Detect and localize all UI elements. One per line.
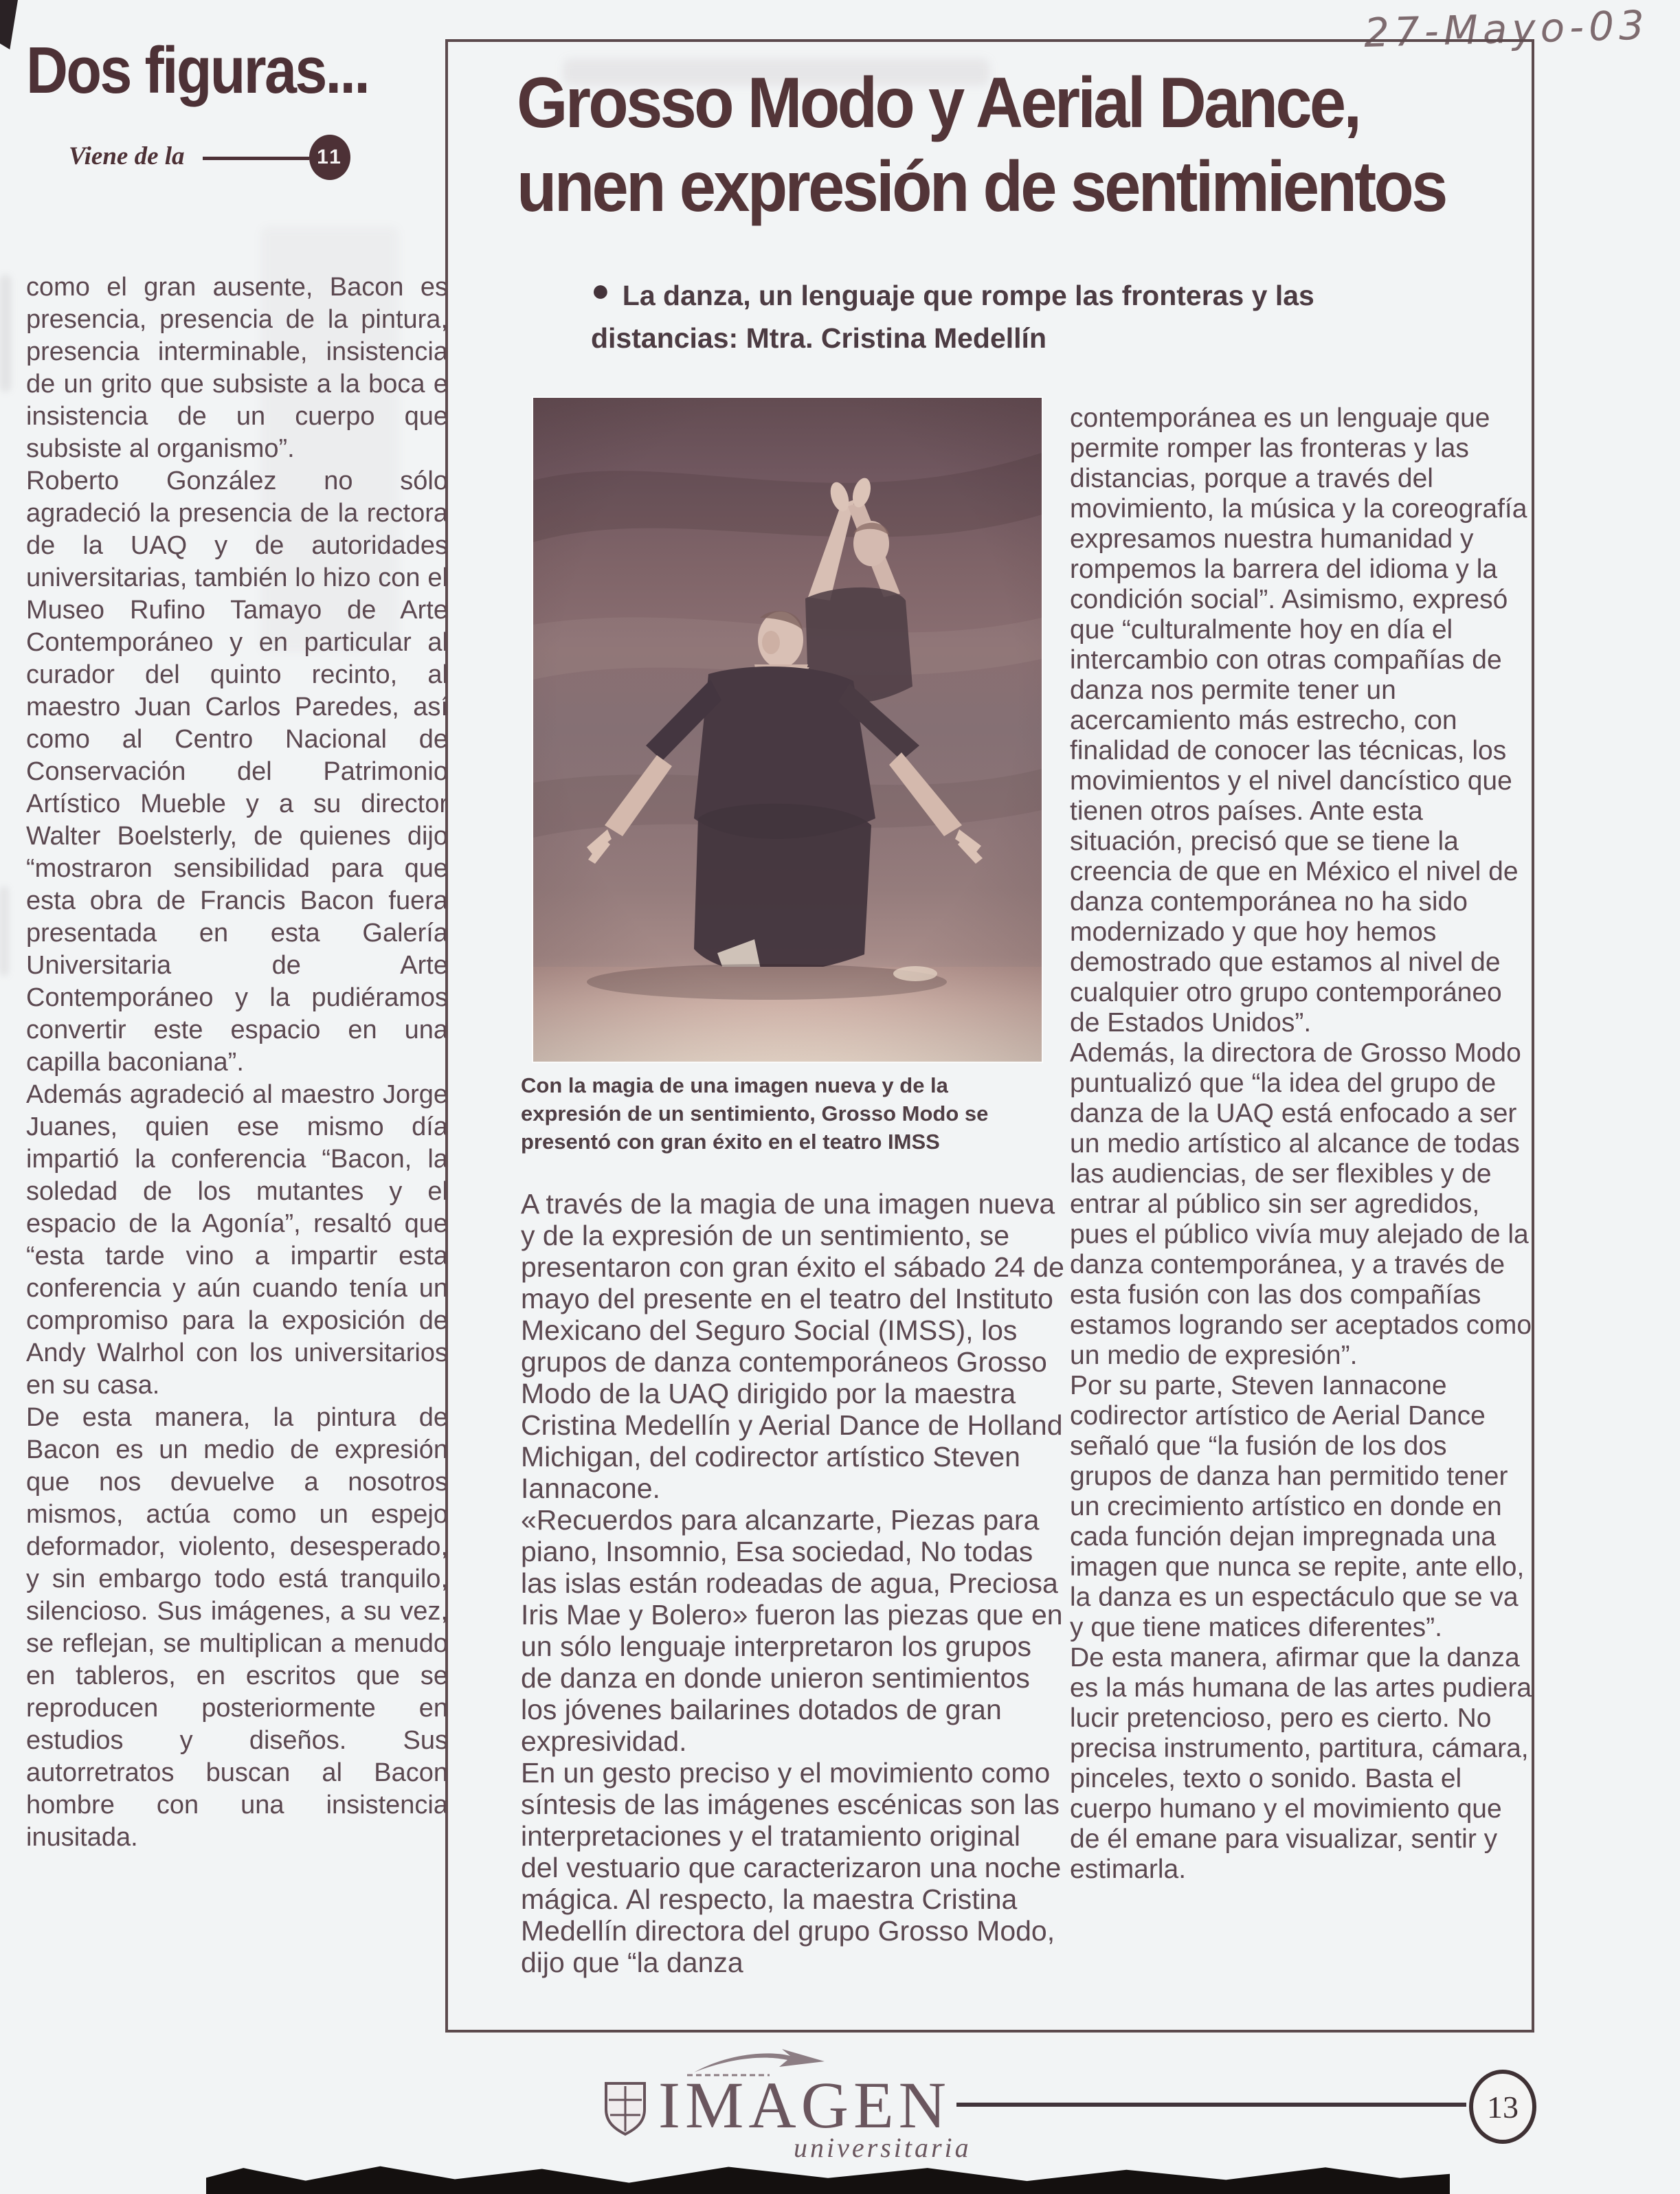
scan-corner-artifact — [0, 0, 18, 49]
main-headline — [517, 61, 1446, 229]
article-column-right — [1070, 403, 1534, 1885]
article-column-left — [521, 1188, 1065, 1978]
continued-from-label: Viene de la — [69, 142, 185, 170]
paragraph: Roberto González no sólo agradeció la presencia de la rectora de la UAQ y de autoridades universitarias, también lo hizo con el Museo Rufino Tamayo de Arte Contemporáneo y en particular al curador del quinto recinto, al maestro Juan Carlos Paredes, así como al Centro Nacional de Conservación del Patrimonio Artístico Mueble y a su director Walter Boelsterly, de quienes dijo “mostraron sensibilidad para que esta obra de Francis Bacon fuera presentada en esta Galería Universitaria de Arte Contemporáneo y la pudiéramos convertir este espacio en una capilla baconiana”. — [26, 467, 448, 1077]
handwritten-date: 27-Mayo-03 — [1363, 1, 1650, 56]
dance-photo-illustration — [533, 398, 1042, 1062]
article-deck — [591, 269, 1450, 359]
bullet-icon: ● — [591, 272, 610, 308]
scan-smudge — [0, 275, 11, 392]
photo-caption: Con la magia de una imagen nueva y de la expresión de un sentimiento, Grosso Modo se presentó con gran éxito en el teatro IMSS — [521, 1073, 989, 1154]
continued-from-line — [203, 157, 309, 160]
headline-line-2: unen expresión de sentimientos — [517, 147, 1446, 227]
left-article-title: Dos figuras... — [26, 34, 369, 107]
imagen-logo-subtitle: universitaria — [794, 2132, 972, 2163]
scan-smudge — [0, 886, 8, 976]
page-footer — [0, 2055, 1680, 2164]
paragraph: De esta manera, la pintura de Bacon es un medio de expresión que nos devuelve a nosotros mismos, actúa como un espejo deformador, violento, desesperado, y sin embargo todo está tranquilo, silencioso. Sus imágenes, a su vez, se reflejan, se multiplican a menudo en tableros, en escritos que se reproducen posteriormente en estudios y diseños. Sus autorretratos buscan al Bacon hombre con una insistencia inusitada. — [26, 1403, 448, 1852]
paragraph: Además, la directora de Grosso Modo puntualizó que “la idea del grupo de danza de la UAQ está enfocado a ser un medio artístico al alcance de todas las audiencias, de ser flexibles y de entrar al público sin ser agredidos, pues el público vivía muy alejado de la danza contemporánea, y a través de esta fusión con las dos compañías estamos logrando ser aceptados como un medio de expresión”. — [1070, 1038, 1532, 1370]
continued-from-page-badge: 11 — [309, 135, 350, 180]
headline-line-1: Grosso Modo y Aerial Dance, — [517, 63, 1360, 143]
paragraph: como el gran ausente, Bacon es presencia, presencia de la pintura, presencia interminable, insistencia de un grito que subsiste a la boca e insistencia de un cuerpo que subsiste al organismo”. — [26, 273, 448, 463]
paragraph: «Recuerdos para alcanzarte, Piezas para piano, Insomnio, Esa sociedad, No todas las islas están rodeadas de agua, Preciosa Iris Mae y Bolero» fueron las piezas que en un sólo lenguaje interpretaron los grupos de danza en donde unieron sentimientos los jóvenes bailarines dotados de gran expresividad. — [521, 1504, 1063, 1757]
continued-from-marker — [69, 137, 421, 179]
footer-rule — [956, 2103, 1466, 2107]
page-number-badge: 13 — [1469, 2070, 1536, 2144]
left-article-body — [26, 271, 448, 1854]
paragraph: Por su parte, Steven Iannacone codirector artístico de Aerial Dance señaló que “la fusión de los dos grupos de danza han permitido tener un crecimiento artístico en donde en cada función dejan impregnada una imagen que nunca se repite, ante ello, la danza es un espectáculo que se va y que tiene matices diferentes”. — [1070, 1371, 1525, 1642]
paragraph: En un gesto preciso y el movimiento como síntesis de las imágenes escénicas son las interpretaciones y el tratamiento original del vestuario que caracterizaron una noche mágica. Al respecto, la maestra Cristina Medellín directora del grupo Grosso Modo, dijo que “la danza — [521, 1757, 1062, 1978]
university-shield-icon — [603, 2079, 647, 2137]
main-article-box — [445, 39, 1534, 2033]
paragraph: A través de la magia de una imagen nueva y de la expresión de un sentimiento, se presentaron con gran éxito el sábado 24 de mayo del presente en el teatro del Instituto Mexicano del Seguro Social (IMSS), los grupos de danza contemporáneos Grosso Modo de la UAQ dirigido por la maestra Cristina Medellín y Aerial Dance de Holland Michigan, del codirector artístico Steven Iannacone. — [521, 1188, 1064, 1504]
imagen-logo-text: IMAGEN — [658, 2068, 951, 2142]
paragraph: contemporánea es un lenguaje que permite romper las fronteras y las distancias, porque a través del movimiento, la música y la coreografía expresamos nuestra humanidad y rompemos la barrera del idioma y la condición social”. Asimismo, expresó que “culturalmente hoy en día el intercambio con otras compañías de danza nos permite tener un acercamiento más estrecho, con finalidad de conocer las técnicas, los movimientos y el nivel dancístico que tienen otros países. Ante esta situación, precisó que se tiene la creencia de que en México el nivel de danza contemporánea no ha sido modernizado y que hoy hemos demostrado que estamos al nivel de cualquier otro grupo contemporáneo de Estados Unidos”. — [1070, 403, 1527, 1038]
deck-text: La danza, un lenguaje que rompe las fronteras y las distancias: Mtra. Cristina Medellín — [591, 280, 1314, 354]
dance-photo — [533, 398, 1042, 1062]
scan-edge-bar — [206, 2164, 1450, 2194]
paragraph: Además agradeció al maestro Jorge Juanes, quien ese mismo día impartió la conferencia “Bacon, la soledad de los mutantes y el espacio de la Agonía”, resaltó que “esta tarde vino a impartir esta conferencia y aún cuando tenía un compromiso para la exposición de Andy Walrhol con los universitarios en su casa. — [26, 1080, 448, 1400]
paragraph: De esta manera, afirmar que la danza es la más humana de las artes pudiera lucir pretencioso, pero es cierto. No precisa instrumento, partitura, cámara, pinceles, texto o sonido. Basta el cuerpo humano y el movimiento que de él emane para visualizar, sentir y estimarla. — [1070, 1643, 1532, 1884]
